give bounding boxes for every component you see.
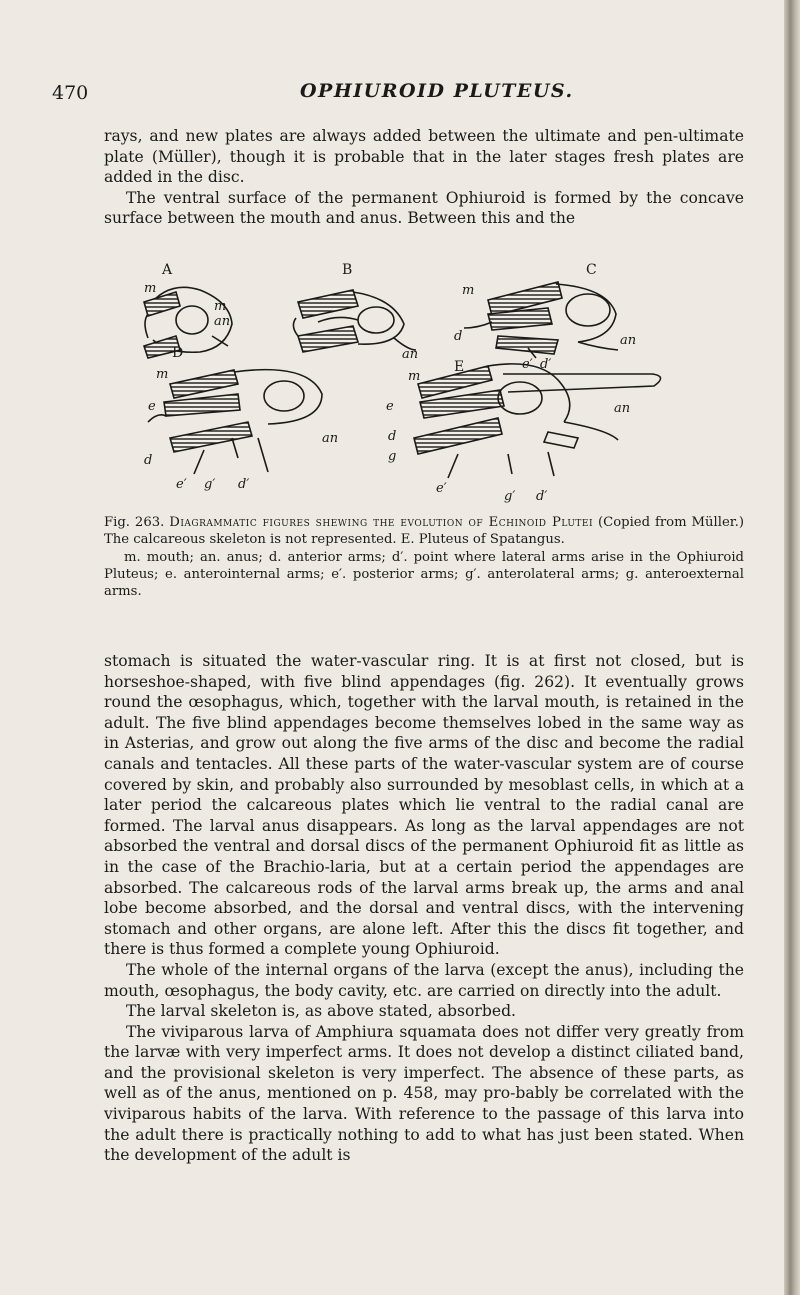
label-e-prime: e′	[176, 477, 187, 492]
label-m: m	[408, 369, 421, 384]
page-number: 470	[52, 82, 89, 104]
panel-c-drawing	[464, 282, 618, 358]
figure-caption	[104, 514, 744, 600]
book-spine-edge	[784, 0, 800, 1295]
label-an: an	[620, 333, 637, 348]
label-e: e	[386, 399, 394, 414]
panel-label-a: A	[162, 262, 173, 278]
label-e: e	[148, 399, 156, 414]
caption-fig-number: Fig. 263.	[104, 515, 165, 530]
label-m: m	[144, 281, 157, 296]
label-an: an	[214, 314, 231, 329]
pluteus-diagram	[108, 262, 678, 506]
panel-label-d: D	[172, 345, 184, 361]
paragraph: The larval skeleton is, as above stated, absorbed.	[126, 1002, 517, 1021]
label-an: an	[614, 401, 631, 416]
paragraph: The whole of the internal organs of the larva (except the anus), including the mouth, œsophagus, the body cavity, etc. are carried on directly into the adult.	[104, 960, 744, 1000]
label-g: g	[388, 449, 397, 464]
paragraph: The ventral surface of the permanent Ophiuroid is formed by the concave surface between the mouth and anus. Between this and the	[104, 188, 744, 228]
paragraph: rays, and new plates are always added between the ultimate and pen-ultimate plate (Müller), though it is probable that in the later stages fresh plates are added in the disc.	[104, 127, 744, 187]
panel-e-drawing	[414, 364, 661, 478]
panel-d-drawing	[148, 370, 322, 474]
label-m: m	[462, 283, 475, 298]
label-d-prime: d′	[238, 477, 250, 492]
label-d-prime: d′	[540, 357, 552, 372]
caption-title: Diagrammatic figures shewing the evolution of Echinoid Plutei	[169, 515, 594, 530]
text-block-bottom	[104, 651, 744, 1166]
label-g-prime: g′	[504, 489, 516, 504]
paragraph: stomach is situated the water-vascular ring. It is at first not closed, but is horseshoe-shaped, with five blind appendages (fig. 262). It eventually grows round the œsophagus, which, together with the larval mouth, is retained in the adult. The five blind appendages become themselves lobed in the same way as in Asterias, and grow out along the five arms of the disc and become the radial canals and tentacles. All these parts of the water-vascular system are of course covered by skin, and probably also surrounded by mesoblast cells, in which at a later period the calcareous plates which lie ventral to the radial canal are formed. The larval anus disappears. As long as the larval appendages are not absorbed the ventral and dorsal discs of the permanent Ophiuroid fit as little as in the case of the Brachio-laria, but at a certain period the appendages are absorbed. The calcareous rods of the larval arms break up, the arms and anal lobe become absorbed, and the dorsal and ventral discs, with the intervening stomach and other organs, are alone left. After this the discs fit together, and there is thus formed a complete young Ophiuroid.	[104, 652, 744, 959]
page-header	[0, 82, 800, 112]
label-d-prime: d′	[536, 489, 548, 504]
panel-b-drawing	[293, 290, 416, 352]
label-e-prime: e′	[522, 357, 533, 372]
label-m: m	[214, 299, 227, 314]
caption-legend: m. mouth; an. anus; d. anterior arms; d′. point where lateral arms arise in the Ophiuroid Pluteus; e. anterointernal arms; e′. posterior arms; g′. anterolateral arms; g. anteroexternal arms.	[104, 549, 744, 600]
label-d: d	[144, 453, 153, 468]
label-g-prime: g′	[204, 477, 216, 492]
paragraph: The viviparous larva of Amphiura squamata does not differ very greatly from the larvæ with very imperfect arms. It does not develop a distinct ciliated band, and the provisional skeleton is very imperfect. The absence of these parts, as well as of the anus, mentioned on p. 458, may pro-bably be correlated with the viviparous habits of the larva. With reference to the passage of this larva into the adult there is practically nothing to add to what has just been stated. When the development of the adult is	[104, 1022, 744, 1165]
label-d: d	[388, 429, 397, 444]
text-block-top	[104, 126, 744, 229]
label-e-prime: e′	[436, 481, 447, 496]
figure-263	[108, 262, 678, 506]
label-an: an	[322, 431, 339, 446]
panel-label-c: C	[586, 262, 597, 278]
panel-label-b: B	[342, 262, 353, 278]
running-title: OPHIUROID PLUTEUS.	[300, 80, 574, 102]
label-an: an	[402, 347, 419, 362]
caption-line1: (Copied from Müller.) The calcareous skeleton is not represented. E. Pluteus of Spatangus.	[104, 515, 744, 548]
label-d: d	[454, 329, 463, 344]
label-m: m	[156, 367, 169, 382]
panel-label-e: E	[454, 359, 465, 375]
